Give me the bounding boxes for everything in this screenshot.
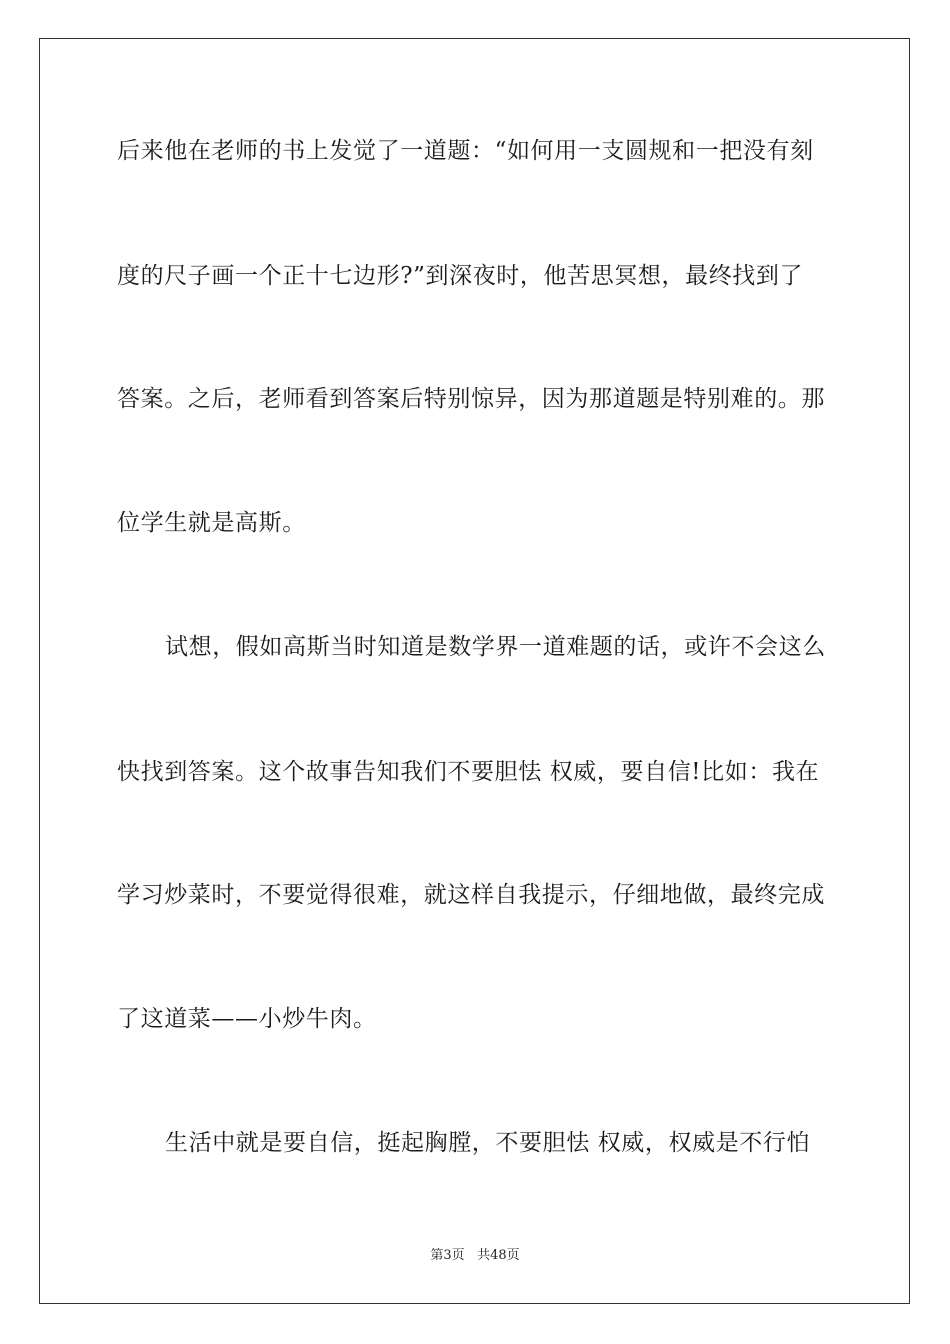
page-footer [0, 1247, 950, 1265]
text-line-2: 度的尺子画一个正十七边形?”到深夜时，他苦思冥想，最终找到了 [117, 263, 804, 289]
page-number: 第3页 [430, 1248, 465, 1263]
text-line-9: 生活中就是要自信，挺起胸膛，不要胆怯 权威，权威是不行怕 [165, 1130, 811, 1156]
text-line-1: 后来他在老师的书上发觉了一道题：“如何用一支圆规和一把没有刻 [117, 138, 814, 164]
page-total: 共48页 [477, 1248, 520, 1263]
text-line-5: 试想，假如高斯当时知道是数学界一道难题的话，或许不会这么 [165, 634, 826, 660]
text-line-8: 了这道菜——小炒牛肉。 [117, 1006, 377, 1032]
text-line-4: 位学生就是高斯。 [117, 510, 306, 536]
page-border [39, 38, 910, 1304]
text-line-6: 快找到答案。这个故事告知我们不要胆怯 权威，要自信!比如：我在 [117, 759, 820, 785]
text-line-3: 答案。之后，老师看到答案后特别惊异，因为那道题是特别难的。那 [117, 386, 825, 412]
text-line-7: 学习炒菜时，不要觉得很难，就这样自我提示，仔细地做，最终完成 [117, 882, 825, 908]
